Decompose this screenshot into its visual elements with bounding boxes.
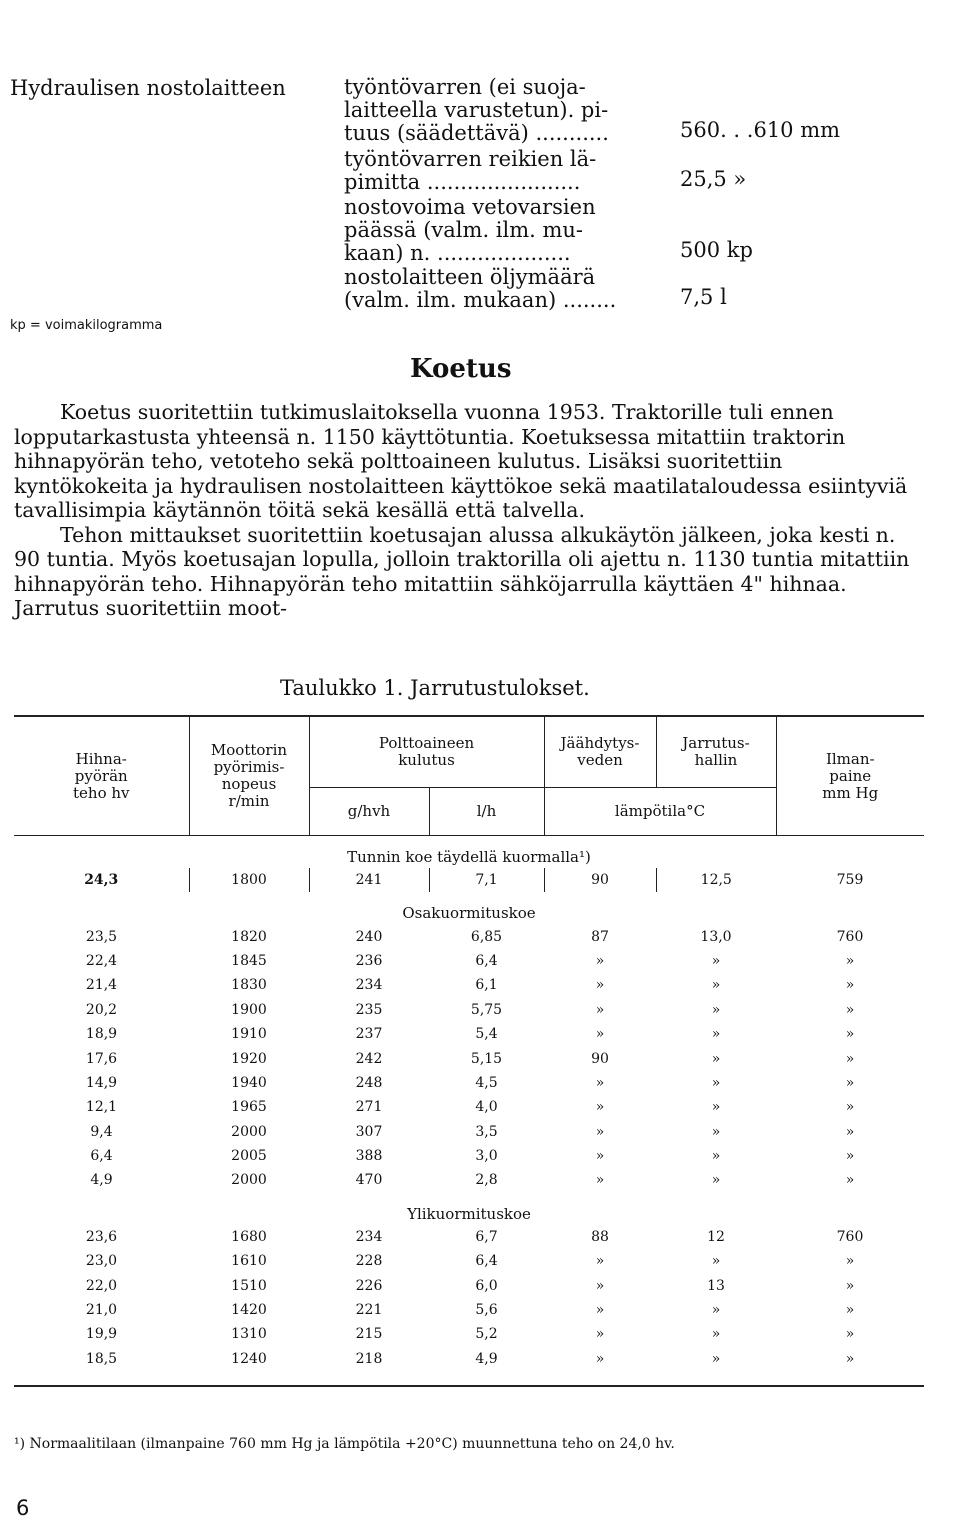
cell-belt-power: 23,5 <box>85 928 118 945</box>
cell-brake-temp: 12,5 <box>656 868 776 892</box>
cell-fuel-lh: 5,6 <box>475 1302 498 1319</box>
cell-engine-speed: 1510 <box>231 1277 267 1294</box>
cell-coolant-temp: » <box>595 977 605 994</box>
cell-coolant-temp: » <box>595 1326 605 1343</box>
cell-fuel-gh: 226 <box>355 1277 383 1294</box>
cell-air-pressure: » <box>845 1099 855 1116</box>
cell-brake-temp: » <box>711 1050 721 1067</box>
header-line: Jarrutus- <box>682 734 750 752</box>
cell-brake-temp: » <box>711 1123 721 1140</box>
cell-coolant-temp: » <box>595 1277 605 1294</box>
cell-fuel-gh: 236 <box>355 952 383 969</box>
cell-coolant-temp: 88 <box>591 1228 609 1245</box>
table-row <box>14 1071 924 1095</box>
cell-coolant-temp: 90 <box>591 1050 609 1067</box>
spec-item-value: 25,5 » <box>680 167 747 191</box>
table-bottom-pad <box>14 1371 924 1386</box>
header-coolant <box>544 716 656 788</box>
cell-air-pressure: » <box>845 952 855 969</box>
cell-belt-power: 19,9 <box>85 1326 118 1343</box>
paragraph-2: Tehon mittaukset suoritettiin koetusajan alussa alkukäytön jälkeen, joka kesti n. 90 tuntia. Myös koetusajan lopulla, jolloin traktorilla oli ajettu n. 1130 tuntia mitattiin hihnapyörän teho. Hihnapyörän teho mitattiin sähköjarrulla käyttäen 4" hihnaa. Jarrutus suoritettiin moot- <box>14 522 910 620</box>
cell-brake-temp: » <box>711 1350 721 1367</box>
header-belt-power <box>14 716 189 836</box>
table-row <box>14 1298 924 1322</box>
cell-air-pressure: » <box>845 1172 855 1189</box>
cell-fuel-lh: 7,1 <box>429 868 544 892</box>
cell-air-pressure: » <box>845 1148 855 1165</box>
cell-belt-power: 17,6 <box>85 1050 118 1067</box>
cell-brake-temp: 12 <box>707 1228 725 1245</box>
cell-engine-speed: 1920 <box>231 1050 267 1067</box>
cell-engine-speed: 1800 <box>189 868 309 892</box>
cell-brake-temp: » <box>711 952 721 969</box>
footnote: ¹) Normaalitilaan (ilmanpaine 760 mm Hg ja lämpötila +20°C) muunnettuna teho on 24,0 hv. <box>14 1436 675 1452</box>
cell-coolant-temp: » <box>595 1123 605 1140</box>
spec-item-line: laitteella varustetun). pi- <box>344 98 609 122</box>
spec-item-line: nostovoima vetovarsien <box>344 195 596 219</box>
spec-item-line: kaan) n. .................... <box>344 241 571 265</box>
table-row <box>14 1022 924 1046</box>
cell-fuel-gh: 241 <box>309 868 429 892</box>
cell-coolant-temp: » <box>595 1001 605 1018</box>
table-row <box>14 1095 924 1119</box>
cell-fuel-gh: 218 <box>355 1350 383 1367</box>
cell-belt-power: 21,4 <box>85 977 118 994</box>
cell-air-pressure: » <box>845 1326 855 1343</box>
cell-belt-power: 9,4 <box>90 1123 113 1140</box>
cell-fuel-lh: 3,0 <box>475 1148 498 1165</box>
spec-item-line: päässä (valm. ilm. mu- <box>344 218 584 242</box>
cell-belt-power: 4,9 <box>90 1172 113 1189</box>
cell-fuel-lh: 4,9 <box>475 1350 498 1367</box>
cell-fuel-lh: 6,1 <box>475 977 498 994</box>
table-row <box>14 1144 924 1168</box>
cell-fuel-lh: 5,75 <box>470 1001 503 1018</box>
cell-fuel-gh: 215 <box>355 1326 383 1343</box>
cell-engine-speed: 1845 <box>231 952 267 969</box>
cell-fuel-lh: 6,0 <box>475 1277 498 1294</box>
cell-fuel-gh: 237 <box>355 1026 383 1043</box>
header-line: Moottorin <box>210 741 288 759</box>
cell-coolant-temp: » <box>595 1099 605 1116</box>
table-row <box>14 973 924 997</box>
cell-air-pressure: » <box>845 1001 855 1018</box>
cell-fuel-gh: 234 <box>355 1228 383 1245</box>
cell-air-pressure: » <box>845 1253 855 1270</box>
cell-engine-speed: 1680 <box>231 1228 267 1245</box>
section-title: Koetus <box>410 354 512 384</box>
spec-item-line: työntövarren (ei suoja- <box>344 75 586 99</box>
header-brake <box>656 716 776 788</box>
cell-belt-power: 22,4 <box>85 952 118 969</box>
spec-item-line: pimitta ....................... <box>344 170 581 194</box>
cell-engine-speed: 1910 <box>231 1026 267 1043</box>
cell-coolant-temp: » <box>595 1026 605 1043</box>
spec-item-line: (valm. ilm. mukaan) ........ <box>344 288 617 312</box>
header-fuel-gh: g/hvh <box>309 788 429 836</box>
cell-fuel-lh: 5,2 <box>475 1326 498 1343</box>
table-row <box>14 1168 924 1192</box>
header-line: veden <box>577 751 623 769</box>
header-line: Jäähdytys- <box>560 734 640 752</box>
header-engine-speed <box>189 716 309 836</box>
table-row <box>14 1273 924 1297</box>
header-air-pressure <box>776 716 924 836</box>
header-line: Polttoaineen <box>378 734 475 752</box>
header-line: kulutus <box>398 751 455 769</box>
cell-air-pressure: 760 <box>836 928 864 945</box>
cell-belt-power: 23,6 <box>85 1228 118 1245</box>
cell-coolant-temp: » <box>595 1350 605 1367</box>
cell-belt-power: 12,1 <box>85 1099 118 1116</box>
cell-brake-temp: 13,0 <box>700 928 732 945</box>
spec-item <box>344 266 616 312</box>
cell-engine-speed: 2000 <box>231 1172 267 1189</box>
header-line: hallin <box>694 751 738 769</box>
spec-item-line: tuus (säädettävä) ........... <box>344 121 609 145</box>
table-row <box>14 1347 924 1371</box>
cell-engine-speed: 1310 <box>231 1326 267 1343</box>
results-table <box>14 715 924 1387</box>
table-row <box>14 1046 924 1070</box>
cell-fuel-gh: 240 <box>355 928 383 945</box>
cell-engine-speed: 1830 <box>231 977 267 994</box>
cell-engine-speed: 1820 <box>231 928 267 945</box>
cell-coolant-temp: 87 <box>591 928 609 945</box>
page-number: 6 <box>16 1496 30 1520</box>
cell-brake-temp: » <box>711 1148 721 1165</box>
body-text <box>14 400 919 621</box>
header-line: pyörimis- <box>213 758 285 776</box>
cell-air-pressure: » <box>845 1350 855 1367</box>
table-caption: Taulukko 1. Jarrutustulokset. <box>280 676 590 700</box>
unit-note: kp = voimakilogramma <box>10 318 163 333</box>
cell-coolant-temp: » <box>595 1253 605 1270</box>
cell-coolant-temp: 90 <box>544 868 656 892</box>
cell-fuel-gh: 307 <box>355 1123 383 1140</box>
table-row <box>14 868 924 892</box>
cell-fuel-lh: 2,8 <box>475 1172 498 1189</box>
header-line: teho hv <box>73 783 130 802</box>
header-line: r/min <box>228 792 270 810</box>
cell-belt-power: 24,3 <box>84 872 119 889</box>
cell-coolant-temp: » <box>595 1172 605 1189</box>
cell-brake-temp: » <box>711 1326 721 1343</box>
header-fuel-lh: l/h <box>429 788 544 836</box>
header-temperature: lämpötila°C <box>544 788 776 836</box>
cell-fuel-gh: 388 <box>355 1148 383 1165</box>
cell-brake-temp: » <box>711 977 721 994</box>
cell-fuel-gh: 271 <box>355 1099 383 1116</box>
header-line: Ilman- <box>825 749 875 768</box>
header-line: paine <box>829 766 872 785</box>
cell-belt-power: 21,0 <box>85 1302 118 1319</box>
cell-air-pressure: 760 <box>836 1228 864 1245</box>
header-fuel <box>309 716 544 788</box>
cell-coolant-temp: » <box>595 1148 605 1165</box>
spec-item <box>344 196 596 265</box>
cell-air-pressure: » <box>845 977 855 994</box>
table-row <box>14 1249 924 1273</box>
table-row <box>14 924 924 948</box>
cell-air-pressure: 759 <box>836 872 864 889</box>
cell-engine-speed: 1900 <box>231 1001 267 1018</box>
cell-belt-power: 18,5 <box>85 1350 118 1367</box>
cell-air-pressure: » <box>845 1302 855 1319</box>
cell-brake-temp: » <box>711 1302 721 1319</box>
table-row <box>14 949 924 973</box>
spec-item-value: 560. . .610 mm <box>680 118 841 142</box>
cell-air-pressure: » <box>845 1050 855 1067</box>
cell-fuel-lh: 3,5 <box>475 1123 498 1140</box>
cell-belt-power: 14,9 <box>85 1074 118 1091</box>
header-line: nopeus <box>221 775 277 793</box>
cell-fuel-gh: 221 <box>355 1302 383 1319</box>
spec-item-line: nostolaitteen öljymäärä <box>344 265 596 289</box>
spec-section-label: Hydraulisen nostolaitteen <box>10 76 286 100</box>
cell-brake-temp: » <box>711 1001 721 1018</box>
cell-belt-power: 6,4 <box>90 1148 113 1165</box>
header-line: Hihna- <box>75 749 127 768</box>
group-title: Ylikuormituskoe <box>407 1204 531 1223</box>
cell-brake-temp: » <box>711 1253 721 1270</box>
cell-fuel-lh: 5,4 <box>475 1026 498 1043</box>
spec-item <box>344 76 609 145</box>
cell-fuel-gh: 248 <box>355 1074 383 1091</box>
cell-fuel-gh: 470 <box>355 1172 383 1189</box>
cell-belt-power: 22,0 <box>85 1277 118 1294</box>
cell-fuel-lh: 6,4 <box>475 952 498 969</box>
cell-engine-speed: 1940 <box>231 1074 267 1091</box>
table-row <box>14 1225 924 1249</box>
cell-brake-temp: » <box>711 1026 721 1043</box>
cell-brake-temp: 13 <box>707 1277 725 1294</box>
cell-engine-speed: 1965 <box>231 1099 267 1116</box>
cell-fuel-lh: 5,15 <box>470 1050 503 1067</box>
cell-air-pressure: » <box>845 1277 855 1294</box>
cell-fuel-lh: 4,5 <box>475 1074 498 1091</box>
cell-brake-temp: » <box>711 1172 721 1189</box>
spec-item <box>344 148 596 194</box>
paragraph-1: Koetus suoritettiin tutkimuslaitoksella vuonna 1953. Traktorille tuli ennen lopputarkastusta yhteensä n. 1150 käyttötuntia. Koetuksessa mitattiin traktorin hihnapyörän teho, vetoteho sekä polttoaineen kulutus. Lisäksi suoritettiin kyntökokeita ja hydraulisen nostolaitteen käyttökoe sekä maatilataloudessa esiintyviä tavallisimpia käytännön töitä sekä kesällä että talvella. <box>14 400 908 522</box>
spec-item-line: työntövarren reikien lä- <box>344 147 597 171</box>
cell-coolant-temp: » <box>595 952 605 969</box>
cell-fuel-lh: 6,85 <box>470 928 503 945</box>
spec-item-value: 500 kp <box>680 238 753 262</box>
group-title: Tunnin koe täydellä kuormalla¹) <box>347 848 591 866</box>
cell-coolant-temp: » <box>595 1302 605 1319</box>
cell-engine-speed: 2005 <box>231 1148 267 1165</box>
cell-air-pressure: » <box>845 1123 855 1140</box>
header-line: mm Hg <box>822 783 879 802</box>
cell-engine-speed: 1610 <box>231 1253 267 1270</box>
cell-engine-speed: 1420 <box>231 1302 267 1319</box>
cell-belt-power: 23,0 <box>85 1253 118 1270</box>
cell-fuel-lh: 6,4 <box>475 1253 498 1270</box>
cell-air-pressure: » <box>845 1026 855 1043</box>
spec-item-value: 7,5 l <box>680 285 727 309</box>
table-row <box>14 1322 924 1346</box>
cell-brake-temp: » <box>711 1074 721 1091</box>
cell-belt-power: 18,9 <box>85 1026 118 1043</box>
cell-coolant-temp: » <box>595 1074 605 1091</box>
cell-fuel-gh: 242 <box>355 1050 383 1067</box>
cell-engine-speed: 2000 <box>231 1123 267 1140</box>
cell-air-pressure: » <box>845 1074 855 1091</box>
cell-brake-temp: » <box>711 1099 721 1116</box>
cell-fuel-gh: 228 <box>355 1253 383 1270</box>
cell-engine-speed: 1240 <box>231 1350 267 1367</box>
cell-fuel-gh: 234 <box>355 977 383 994</box>
cell-fuel-gh: 235 <box>355 1001 383 1018</box>
cell-belt-power: 20,2 <box>85 1001 118 1018</box>
table-row <box>14 1120 924 1144</box>
table-row <box>14 998 924 1022</box>
cell-fuel-lh: 4,0 <box>475 1099 498 1116</box>
group-title: Osakuormituskoe <box>402 904 536 923</box>
cell-fuel-lh: 6,7 <box>475 1228 498 1245</box>
header-line: pyörän <box>74 766 128 785</box>
